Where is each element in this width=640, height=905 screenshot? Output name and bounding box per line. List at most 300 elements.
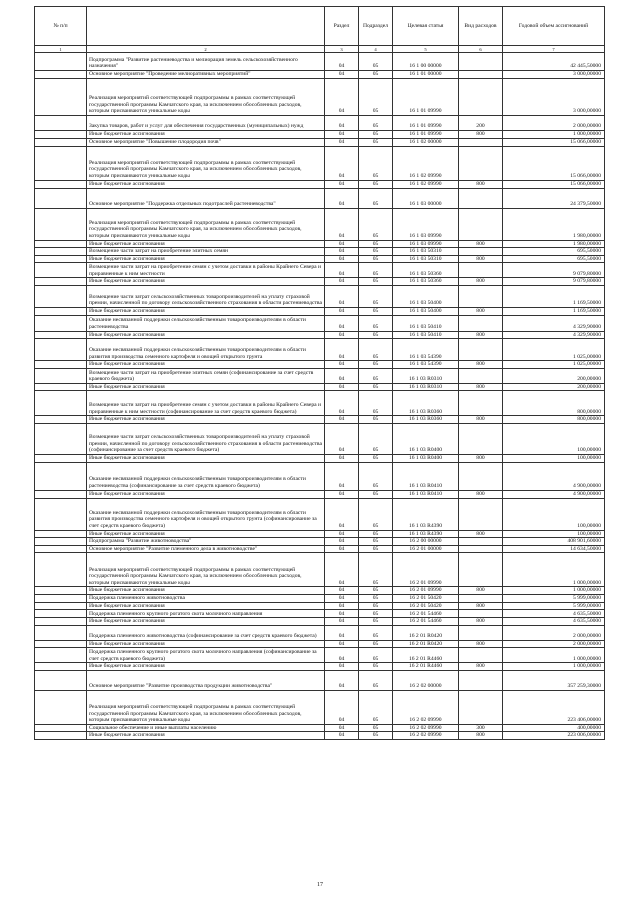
amount-cell: 800,00000: [503, 416, 605, 424]
table-row: [35, 131, 605, 139]
podrazdel-cell: 05: [359, 416, 393, 424]
target-article-cell: 16 1 03 50310: [393, 255, 459, 263]
num-cell: [35, 180, 87, 188]
podrazdel-cell: 05: [359, 462, 393, 490]
name-cell: Иные бюджетные ассигнования: [87, 278, 325, 286]
amount-cell: 1 000,00000: [503, 131, 605, 139]
razdel-cell: 04: [325, 255, 359, 263]
table-row: [35, 594, 605, 602]
razdel-cell: 04: [325, 240, 359, 248]
num-cell: [35, 138, 87, 146]
table-row: [35, 618, 605, 626]
target-article-cell: 16 1 03 50400: [393, 307, 459, 315]
razdel-cell: 04: [325, 670, 359, 690]
table-row: [35, 490, 605, 498]
podrazdel-cell: 05: [359, 248, 393, 256]
target-article-cell: 16 2 01 09990: [393, 587, 459, 595]
num-cell: [35, 71, 87, 79]
num-cell: [35, 423, 87, 454]
razdel-cell: 04: [325, 71, 359, 79]
podrazdel-cell: 05: [359, 732, 393, 740]
expense-type-cell: 800: [459, 278, 503, 286]
name-cell: Возмещение части затрат на приобретение элитных семян: [87, 248, 325, 256]
table-row: [35, 79, 605, 116]
name-cell: Возмещение части затрат на приобретение элитных семян (софинансирование за счет средств краевого бюджета): [87, 368, 325, 383]
target-article-cell: 16 1 03 R0310: [393, 383, 459, 391]
name-cell: Оказание несвязанной поддержки сельскохозяйственным товаропроизводителям в области растениеводства: [87, 315, 325, 331]
name-cell: Оказание несвязанной поддержки сельскохозяйственным товаропроизводителям в области растениеводства (софинансирование за счет средств краевого бюджета): [87, 462, 325, 490]
expense-type-cell: [459, 462, 503, 490]
expense-type-cell: [459, 625, 503, 640]
amount-cell: 100,00000: [503, 498, 605, 530]
podrazdel-cell: 05: [359, 618, 393, 626]
table-row: [35, 255, 605, 263]
amount-cell: 15 066,00000: [503, 138, 605, 146]
name-cell: Иные бюджетные ассигнования: [87, 587, 325, 595]
num-cell: [35, 361, 87, 369]
podrazdel-cell: 05: [359, 116, 393, 131]
amount-cell: 4 635,50000: [503, 610, 605, 618]
expense-type-cell: [459, 594, 503, 602]
podrazdel-cell: 05: [359, 594, 393, 602]
name-cell: Иные бюджетные ассигнования: [87, 131, 325, 139]
num-cell: [35, 670, 87, 690]
podrazdel-cell: 05: [359, 383, 393, 391]
target-article-cell: 16 1 03 50410: [393, 315, 459, 331]
expense-type-cell: [459, 138, 503, 146]
razdel-cell: 04: [325, 383, 359, 391]
amount-cell: 1 980,00000: [503, 208, 605, 240]
name-cell: Реализация мероприятий соответствующей подпрограммы в рамках соответствующей государственной программы Камчатского края, за исключением обособленных расходов, которым присваиваются уникальные коды: [87, 690, 325, 724]
num-cell: [35, 610, 87, 618]
table-row: [35, 331, 605, 339]
amount-cell: 100,00000: [503, 454, 605, 462]
podrazdel-cell: 05: [359, 368, 393, 383]
podrazdel-cell: 05: [359, 423, 393, 454]
table-row: [35, 278, 605, 286]
target-article-cell: 16 2 01 R0420: [393, 625, 459, 640]
target-article-cell: 16 1 01 09990: [393, 131, 459, 139]
target-article-cell: 16 1 03 R0400: [393, 454, 459, 462]
name-cell: Поддержка племенного животноводства: [87, 594, 325, 602]
column-index: 6: [459, 46, 503, 53]
target-article-cell: 16 2 00 00000: [393, 538, 459, 546]
num-cell: [35, 263, 87, 278]
expense-type-cell: 800: [459, 640, 503, 648]
amount-cell: 1 169,50000: [503, 285, 605, 307]
table-row: [35, 454, 605, 462]
table-header-row: [35, 7, 605, 46]
num-cell: [35, 663, 87, 671]
amount-cell: 4 329,90000: [503, 315, 605, 331]
expense-type-cell: 800: [459, 663, 503, 671]
num-cell: [35, 255, 87, 263]
expense-type-cell: [459, 71, 503, 79]
column-index: 2: [87, 46, 325, 53]
expense-type-cell: [459, 248, 503, 256]
razdel-cell: 04: [325, 625, 359, 640]
name-cell: Возмещение части затрат сельскохозяйственных товаропроизводителей на уплату страховой премии, начисленной по договору сельскохозяйственного страхования в области растениеводства: [87, 285, 325, 307]
amount-cell: 408 901,60000: [503, 538, 605, 546]
table-row: [35, 263, 605, 278]
amount-cell: 100,00000: [503, 423, 605, 454]
podrazdel-cell: 05: [359, 263, 393, 278]
razdel-cell: 04: [325, 724, 359, 732]
target-article-cell: 16 1 03 R0400: [393, 423, 459, 454]
podrazdel-cell: 05: [359, 670, 393, 690]
table-row: [35, 188, 605, 208]
name-cell: Возмещение части затрат сельскохозяйственных товаропроизводителей на уплату страховой премии, начисленной по договору сельскохозяйственного страхования в области растениеводства (софинансирование за счет средств краевого бюджета): [87, 423, 325, 454]
amount-cell: 3 000,00000: [503, 79, 605, 116]
name-cell: Иные бюджетные ассигнования: [87, 663, 325, 671]
table-row: [35, 116, 605, 131]
podrazdel-cell: 05: [359, 538, 393, 546]
name-cell: Реализация мероприятий соответствующей подпрограммы в рамках соответствующей государственной программы Камчатского края, за исключением обособленных расходов, которым присваиваются уникальные коды: [87, 553, 325, 587]
razdel-cell: 04: [325, 553, 359, 587]
num-cell: [35, 454, 87, 462]
num-cell: [35, 53, 87, 71]
razdel-cell: 04: [325, 248, 359, 256]
expense-type-cell: 800: [459, 618, 503, 626]
num-cell: [35, 307, 87, 315]
name-cell: Иные бюджетные ассигнования: [87, 602, 325, 610]
podrazdel-cell: 05: [359, 307, 393, 315]
table-row: [35, 285, 605, 307]
amount-cell: 4 635,50000: [503, 618, 605, 626]
target-article-cell: 16 2 01 50420: [393, 602, 459, 610]
name-cell: Оказание несвязанной поддержки сельскохозяйственным товаропроизводителям в области развития производства семенного картофеля и овощей открытого грунта (софинансирование за счет средств краевого бюджета): [87, 498, 325, 530]
target-article-cell: 16 1 03 50400: [393, 285, 459, 307]
table-row: [35, 610, 605, 618]
expense-type-cell: 800: [459, 240, 503, 248]
amount-cell: 695,50000: [503, 248, 605, 256]
num-cell: [35, 79, 87, 116]
target-article-cell: 16 1 03 50360: [393, 278, 459, 286]
num-cell: [35, 530, 87, 538]
num-cell: [35, 648, 87, 663]
num-cell: [35, 498, 87, 530]
table-row: [35, 138, 605, 146]
name-cell: Основное мероприятие "Развитие племенного дела в животноводстве": [87, 545, 325, 553]
expense-type-cell: 800: [459, 180, 503, 188]
column-index: 7: [503, 46, 605, 53]
name-cell: Реализация мероприятий соответствующей подпрограммы в рамках соответствующей государственной программы Камчатского края, за исключением обособленных расходов, которым присваиваются уникальные коды: [87, 208, 325, 240]
num-cell: [35, 208, 87, 240]
target-article-cell: 16 2 01 50420: [393, 594, 459, 602]
target-article-cell: 16 1 03 54390: [393, 339, 459, 361]
expense-type-cell: [459, 553, 503, 587]
num-cell: [35, 625, 87, 640]
amount-cell: 1 000,00000: [503, 553, 605, 587]
table-row: [35, 339, 605, 361]
podrazdel-cell: 05: [359, 530, 393, 538]
table-row: [35, 530, 605, 538]
razdel-cell: 04: [325, 79, 359, 116]
table-row: [35, 391, 605, 416]
name-cell: Иные бюджетные ассигнования: [87, 530, 325, 538]
num-cell: [35, 462, 87, 490]
name-cell: Иные бюджетные ассигнования: [87, 361, 325, 369]
razdel-cell: 04: [325, 278, 359, 286]
num-cell: [35, 383, 87, 391]
table-row: [35, 462, 605, 490]
expense-type-cell: 800: [459, 131, 503, 139]
num-cell: [35, 602, 87, 610]
header-podrazdel: Подраздел: [359, 7, 393, 46]
razdel-cell: 04: [325, 188, 359, 208]
table-row: [35, 416, 605, 424]
target-article-cell: 16 1 03 R0310: [393, 368, 459, 383]
target-article-cell: 16 1 03 R0410: [393, 490, 459, 498]
name-cell: Иные бюджетные ассигнования: [87, 732, 325, 740]
expense-type-cell: 800: [459, 361, 503, 369]
expense-type-cell: 200: [459, 116, 503, 131]
name-cell: Иные бюджетные ассигнования: [87, 640, 325, 648]
amount-cell: 200,00000: [503, 383, 605, 391]
num-cell: [35, 732, 87, 740]
amount-cell: 400,00000: [503, 724, 605, 732]
num-cell: [35, 278, 87, 286]
amount-cell: 2 000,00000: [503, 640, 605, 648]
name-cell: Иные бюджетные ассигнования: [87, 618, 325, 626]
table-row: [35, 368, 605, 383]
amount-cell: 4 900,00000: [503, 462, 605, 490]
budget-table-sheet: [34, 6, 604, 740]
amount-cell: 15 066,00000: [503, 180, 605, 188]
name-cell: Иные бюджетные ассигнования: [87, 383, 325, 391]
amount-cell: 9 079,80000: [503, 263, 605, 278]
target-article-cell: 16 1 03 R0360: [393, 391, 459, 416]
table-row: [35, 545, 605, 553]
name-cell: Реализация мероприятий соответствующей подпрограммы в рамках соответствующей государственной программы Камчатского края, за исключением обособленных расходов, которым присваиваются уникальные коды: [87, 79, 325, 116]
target-article-cell: 16 1 01 00000: [393, 71, 459, 79]
num-cell: [35, 618, 87, 626]
expense-type-cell: [459, 423, 503, 454]
name-cell: Основное мероприятие "Проведение мелиоративных мероприятий": [87, 71, 325, 79]
podrazdel-cell: 05: [359, 663, 393, 671]
table-row: [35, 53, 605, 71]
table-row: [35, 724, 605, 732]
table-row: [35, 498, 605, 530]
expense-type-cell: 800: [459, 454, 503, 462]
amount-cell: 800,00000: [503, 391, 605, 416]
podrazdel-cell: 05: [359, 180, 393, 188]
num-cell: [35, 331, 87, 339]
target-article-cell: 16 1 00 00000: [393, 53, 459, 71]
amount-cell: 223 006,00000: [503, 732, 605, 740]
column-index-row: [35, 46, 605, 53]
column-index: 3: [325, 46, 359, 53]
razdel-cell: 04: [325, 146, 359, 180]
razdel-cell: 04: [325, 490, 359, 498]
num-cell: [35, 368, 87, 383]
target-article-cell: 16 2 02 09990: [393, 732, 459, 740]
podrazdel-cell: 05: [359, 553, 393, 587]
razdel-cell: 04: [325, 530, 359, 538]
podrazdel-cell: 05: [359, 640, 393, 648]
table-row: [35, 71, 605, 79]
target-article-cell: 16 1 01 09990: [393, 79, 459, 116]
expense-type-cell: [459, 498, 503, 530]
table-row: [35, 208, 605, 240]
name-cell: Иные бюджетные ассигнования: [87, 416, 325, 424]
amount-cell: 1 169,50000: [503, 307, 605, 315]
num-cell: [35, 545, 87, 553]
target-article-cell: 16 1 03 00000: [393, 188, 459, 208]
target-article-cell: 16 2 01 54460: [393, 618, 459, 626]
table-row: [35, 670, 605, 690]
expense-type-cell: [459, 146, 503, 180]
name-cell: Иные бюджетные ассигнования: [87, 240, 325, 248]
expense-type-cell: [459, 79, 503, 116]
target-article-cell: 16 2 01 R0420: [393, 640, 459, 648]
name-cell: Закупка товаров, работ и услуг для обеспечения государственных (муниципальных) нужд: [87, 116, 325, 131]
razdel-cell: 04: [325, 180, 359, 188]
target-article-cell: 16 1 03 50410: [393, 331, 459, 339]
name-cell: Иные бюджетные ассигнования: [87, 454, 325, 462]
razdel-cell: 04: [325, 331, 359, 339]
podrazdel-cell: 05: [359, 146, 393, 180]
podrazdel-cell: 05: [359, 391, 393, 416]
razdel-cell: 04: [325, 208, 359, 240]
num-cell: [35, 690, 87, 724]
target-article-cell: 16 1 03 50360: [393, 263, 459, 278]
target-article-cell: 16 1 03 R4390: [393, 498, 459, 530]
table-row: [35, 315, 605, 331]
amount-cell: 357 259,30000: [503, 670, 605, 690]
num-cell: [35, 724, 87, 732]
amount-cell: 100,00000: [503, 530, 605, 538]
amount-cell: 4 329,90000: [503, 331, 605, 339]
num-cell: [35, 248, 87, 256]
expense-type-cell: 800: [459, 530, 503, 538]
name-cell: Иные бюджетные ассигнования: [87, 180, 325, 188]
amount-cell: 223 406,00000: [503, 690, 605, 724]
num-cell: [35, 116, 87, 131]
table-row: [35, 538, 605, 546]
podrazdel-cell: 05: [359, 208, 393, 240]
num-cell: [35, 538, 87, 546]
razdel-cell: 04: [325, 663, 359, 671]
table-row: [35, 640, 605, 648]
expense-type-cell: 800: [459, 331, 503, 339]
target-article-cell: 16 1 03 R0360: [393, 416, 459, 424]
name-cell: Подпрограмма "Развитие животноводства": [87, 538, 325, 546]
table-row: [35, 180, 605, 188]
podrazdel-cell: 05: [359, 71, 393, 79]
num-cell: [35, 146, 87, 180]
podrazdel-cell: 05: [359, 315, 393, 331]
name-cell: Подпрограмма "Развитие растениеводства и мелиорация земель сельскохозяйственного назначения": [87, 53, 325, 71]
amount-cell: 1 000,00000: [503, 587, 605, 595]
name-cell: Основное мероприятие "Повышение плодородия почв": [87, 138, 325, 146]
razdel-cell: 04: [325, 545, 359, 553]
expense-type-cell: [459, 339, 503, 361]
expense-type-cell: [459, 670, 503, 690]
table-row: [35, 307, 605, 315]
podrazdel-cell: 05: [359, 724, 393, 732]
expense-type-cell: [459, 648, 503, 663]
target-article-cell: 16 1 03 54390: [393, 361, 459, 369]
amount-cell: 695,50000: [503, 255, 605, 263]
num-cell: [35, 553, 87, 587]
amount-cell: 200,00000: [503, 368, 605, 383]
column-index: 5: [393, 46, 459, 53]
table-row: [35, 361, 605, 369]
target-article-cell: 16 1 01 09990: [393, 116, 459, 131]
expense-type-cell: [459, 368, 503, 383]
page-number: 17: [317, 882, 323, 888]
expense-type-cell: 800: [459, 307, 503, 315]
target-article-cell: 16 1 03 09990: [393, 208, 459, 240]
expense-type-cell: [459, 263, 503, 278]
expense-type-cell: 800: [459, 255, 503, 263]
name-cell: Возмещение части затрат на приобретение семян с учетом доставки в районы Крайнего Севера и приравненные к ним местности (софинансирование за счет средств краевого бюджета): [87, 391, 325, 416]
column-index: 4: [359, 46, 393, 53]
table-body: [35, 53, 605, 740]
table-row: [35, 553, 605, 587]
podrazdel-cell: 05: [359, 285, 393, 307]
table-row: [35, 240, 605, 248]
podrazdel-cell: 05: [359, 610, 393, 618]
razdel-cell: 04: [325, 361, 359, 369]
header-razdel: Раздел: [325, 7, 359, 46]
razdel-cell: 04: [325, 690, 359, 724]
podrazdel-cell: 05: [359, 454, 393, 462]
podrazdel-cell: 05: [359, 53, 393, 71]
expense-type-cell: [459, 538, 503, 546]
amount-cell: 3 000,00000: [503, 71, 605, 79]
header-name: [87, 7, 325, 46]
expense-type-cell: [459, 285, 503, 307]
name-cell: Поддержка племенного крупного рогатого скота молочного направления: [87, 610, 325, 618]
name-cell: Основное мероприятие "Поддержка отдельных подотраслей растениеводства": [87, 188, 325, 208]
razdel-cell: 04: [325, 610, 359, 618]
podrazdel-cell: 05: [359, 79, 393, 116]
amount-cell: 2 000,00000: [503, 625, 605, 640]
expense-type-cell: 800: [459, 587, 503, 595]
podrazdel-cell: 05: [359, 240, 393, 248]
amount-cell: 1 980,00000: [503, 240, 605, 248]
target-article-cell: 16 2 01 R4460: [393, 663, 459, 671]
target-article-cell: 16 1 03 09990: [393, 240, 459, 248]
expense-type-cell: [459, 188, 503, 208]
target-article-cell: 16 2 01 00000: [393, 545, 459, 553]
podrazdel-cell: 05: [359, 648, 393, 663]
podrazdel-cell: 05: [359, 131, 393, 139]
razdel-cell: 04: [325, 498, 359, 530]
name-cell: Реализация мероприятий соответствующей подпрограммы в рамках соответствующей государственной программы Камчатского края, за исключением обособленных расходов, которым присваиваются уникальные коды: [87, 146, 325, 180]
expense-type-cell: [459, 610, 503, 618]
target-article-cell: 16 1 03 R0410: [393, 462, 459, 490]
target-article-cell: 16 2 01 R4460: [393, 648, 459, 663]
razdel-cell: 04: [325, 587, 359, 595]
razdel-cell: 04: [325, 368, 359, 383]
name-cell: Иные бюджетные ассигнования: [87, 307, 325, 315]
podrazdel-cell: 05: [359, 602, 393, 610]
expense-type-cell: 800: [459, 602, 503, 610]
razdel-cell: 04: [325, 416, 359, 424]
expense-type-cell: [459, 545, 503, 553]
amount-cell: 1 000,00000: [503, 648, 605, 663]
table-row: [35, 625, 605, 640]
razdel-cell: 04: [325, 594, 359, 602]
razdel-cell: 04: [325, 538, 359, 546]
table-row: [35, 587, 605, 595]
header-num: № п/п: [35, 7, 87, 46]
podrazdel-cell: 05: [359, 490, 393, 498]
target-article-cell: 16 1 02 09990: [393, 180, 459, 188]
